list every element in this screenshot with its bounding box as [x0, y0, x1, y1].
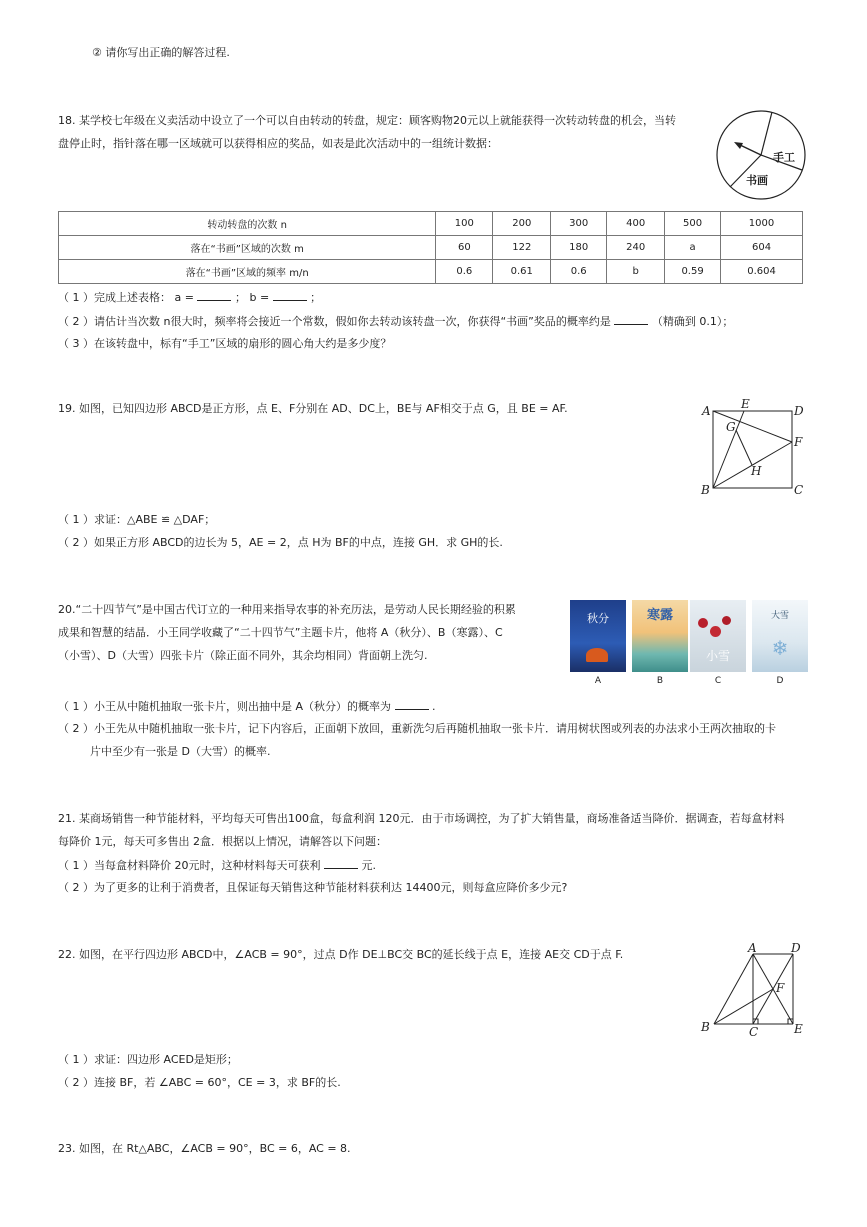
card-a-image	[570, 600, 626, 672]
table-cell: 180	[551, 236, 607, 260]
table-cell: 200	[493, 212, 551, 236]
point-label: D	[794, 404, 804, 418]
q19-figure	[698, 398, 808, 498]
point-label: A	[748, 941, 757, 955]
table-cell: 0.6	[436, 260, 493, 284]
q20-part2-line2: 片中至少有一张是 D（大雪）的概率.	[90, 745, 271, 758]
q20-line1: 20.“二十四节气”是中国古代订立的一种用来指导农事的补充历法，是劳动人民长期经验的积累	[58, 603, 516, 616]
separator: ；	[310, 291, 322, 304]
q22-part2: （ 2 ）连接 BF，若 ∠ABC = 60°，CE = 3，求 BF的长.	[58, 1076, 341, 1089]
q18-part3: （ 3 ）在该转盘中，标有“手工”区域的扇形的圆心角大约是多少度？	[58, 337, 392, 350]
table-cell: 转动转盘的次数 n	[59, 212, 436, 236]
q22-figure	[698, 940, 810, 1040]
card-title: 小雪	[705, 649, 730, 663]
card-d-image	[752, 600, 808, 672]
table-cell: 604	[721, 236, 803, 260]
spinner-label-handcraft: 手工	[773, 151, 795, 164]
table-cell: 60	[436, 236, 493, 260]
table-cell: 122	[493, 236, 551, 260]
card-label: D	[776, 676, 784, 686]
q18-line1: 18. 某学校七年级在义卖活动中设立了一个可以自由转动的转盘，规定：顾客购物20元以上就能获得一次转动转盘的机会，当转	[58, 114, 676, 127]
q20-line2: 成果和智慧的结晶．小王同学收藏了“二十四节气”主题卡片，他将 A（秋分）、B（寒露）、C	[58, 626, 503, 639]
card-title: 秋分	[587, 612, 609, 625]
q23-stem: 23. 如图，在 Rt△ABC，∠ACB = 90°，BC = 6，AC = 8.	[58, 1142, 351, 1155]
q22-part1: （ 1 ）求证：四边形 ACED是矩形；	[58, 1053, 238, 1066]
snowflake-icon: ❄	[771, 636, 789, 660]
maple-leaf-icon	[586, 648, 608, 662]
part-text: （ 1 ）完成上述表格：	[58, 291, 171, 304]
separator: ；	[234, 291, 246, 304]
card-title: 大雪	[770, 611, 789, 621]
q19-part2: （ 2 ）如果正方形 ABCD的边长为 5，AE = 2，点 H为 BF的中点，连接 GH．求 GH的长.	[58, 536, 503, 549]
q20-part1	[58, 699, 436, 714]
q20-part2-line1: （ 2 ）小王先从中随机抽取一张卡片，记下内容后，正面朝下放回，重新洗匀后再随机抽取一张卡片．请用树状图或列表的办法求小王两次抽取的卡	[58, 722, 776, 735]
point-label: C	[794, 483, 804, 497]
point-label: F	[794, 435, 803, 449]
answer-blank[interactable]	[197, 290, 231, 301]
table-row	[59, 260, 803, 284]
q17-tail	[92, 46, 230, 60]
q18-part2	[58, 314, 733, 329]
table-cell: 0.59	[665, 260, 721, 284]
table-cell: 落在“书画”区域的次数 m	[59, 236, 436, 260]
card-b-image	[632, 600, 688, 672]
spinner-figure	[714, 108, 810, 204]
point-label: D	[791, 941, 801, 955]
point-label: F	[776, 981, 785, 995]
q19-part1: （ 1 ）求证：△ABE ≌ △DAF；	[58, 513, 216, 526]
answer-blank[interactable]	[395, 699, 429, 710]
table-cell: a	[665, 236, 721, 260]
table-row	[59, 236, 803, 260]
q17-tail-text: 请你写出正确的解答过程.	[105, 46, 230, 59]
q18-line2: 盘停止时，指针落在哪一区域就可以获得相应的奖品，如表是此次活动中的一组统计数据：	[58, 137, 498, 150]
table-cell: 300	[551, 212, 607, 236]
card-title: 寒露	[646, 608, 673, 623]
stats-table	[58, 211, 803, 284]
q20-line3: （小雪）、D（大雪）四张卡片（除正面不同外，其余均相同）背面朝上洗匀.	[58, 649, 428, 662]
q21-line1: 21. 某商场销售一种节能材料，平均每天可售出100盒，每盒利润 120元．由于市场调控，为了扩大销售量，商场准备适当降价．据调查，若每盒材料	[58, 812, 785, 825]
table-cell: 1000	[721, 212, 803, 236]
table-cell: 0.61	[493, 260, 551, 284]
point-label: A	[702, 404, 711, 418]
q22-stem: 22. 如图，在平行四边形 ABCD中，∠ACB = 90°，过点 D作 DE⊥BC交 BC的延长线于点 E，连接 AE交 CD于点 F.	[58, 948, 624, 961]
q21-part2: （ 2 ）为了更多的让利于消费者，且保证每天销售这种节能材料获利达 14400元，则每盒应降价多少元?	[58, 881, 568, 894]
q21-line2: 每降价 1元，每天可多售出 2盒．根据以上情况，请解答以下问题：	[58, 835, 387, 848]
answer-blank[interactable]	[324, 858, 358, 869]
circled-number: ②	[92, 46, 102, 59]
q18-part1	[58, 290, 321, 305]
card-label: B	[656, 676, 664, 686]
point-label: E	[794, 1022, 803, 1036]
berry-icon	[698, 618, 708, 628]
var-a: a =	[174, 291, 194, 304]
unit: 元.	[361, 859, 376, 872]
card-label: C	[714, 676, 722, 686]
part-text: （ 1 ）小王从中随机抽取一张卡片，则出抽中是 A（秋分）的概率为	[58, 700, 392, 713]
point-label: B	[701, 1020, 710, 1034]
berry-icon	[722, 616, 731, 625]
point-label: B	[701, 483, 710, 497]
table-cell: 500	[665, 212, 721, 236]
part-text: （ 2 ）请估计当次数 n很大时，频率将会接近一个常数，假如你去转动该转盘一次，你获得“书画”奖品的概率约是	[58, 315, 611, 328]
point-label: G	[726, 420, 736, 434]
period: .	[432, 700, 436, 713]
table-cell: 240	[607, 236, 665, 260]
answer-blank[interactable]	[273, 290, 307, 301]
card-c-image	[690, 600, 746, 672]
part-text: （精确到 0.1）；	[651, 315, 734, 328]
answer-blank[interactable]	[614, 314, 648, 325]
point-label: H	[751, 464, 762, 478]
table-row	[59, 212, 803, 236]
q19-stem: 19. 如图，已知四边形 ABCD是正方形，点 E、F分别在 AD、DC上，BE与 AF相交于点 G，且 BE = AF.	[58, 402, 568, 415]
table-cell: 落在“书画”区域的频率 m/n	[59, 260, 436, 284]
part-text: （ 1 ）当每盒材料降价 20元时，这种材料每天可获利	[58, 859, 321, 872]
q21-part1	[58, 858, 376, 873]
table-cell: b	[607, 260, 665, 284]
table-cell: 0.604	[721, 260, 803, 284]
berry-icon	[710, 626, 721, 637]
spinner-label-calligraphy: 书画	[746, 174, 768, 187]
table-cell: 100	[436, 212, 493, 236]
table-cell: 0.6	[551, 260, 607, 284]
point-label: C	[749, 1025, 759, 1039]
card-label: A	[594, 676, 602, 686]
pointer-arrow-icon	[734, 142, 743, 149]
var-b: b =	[249, 291, 270, 304]
point-label: E	[741, 398, 750, 411]
table-cell: 400	[607, 212, 665, 236]
